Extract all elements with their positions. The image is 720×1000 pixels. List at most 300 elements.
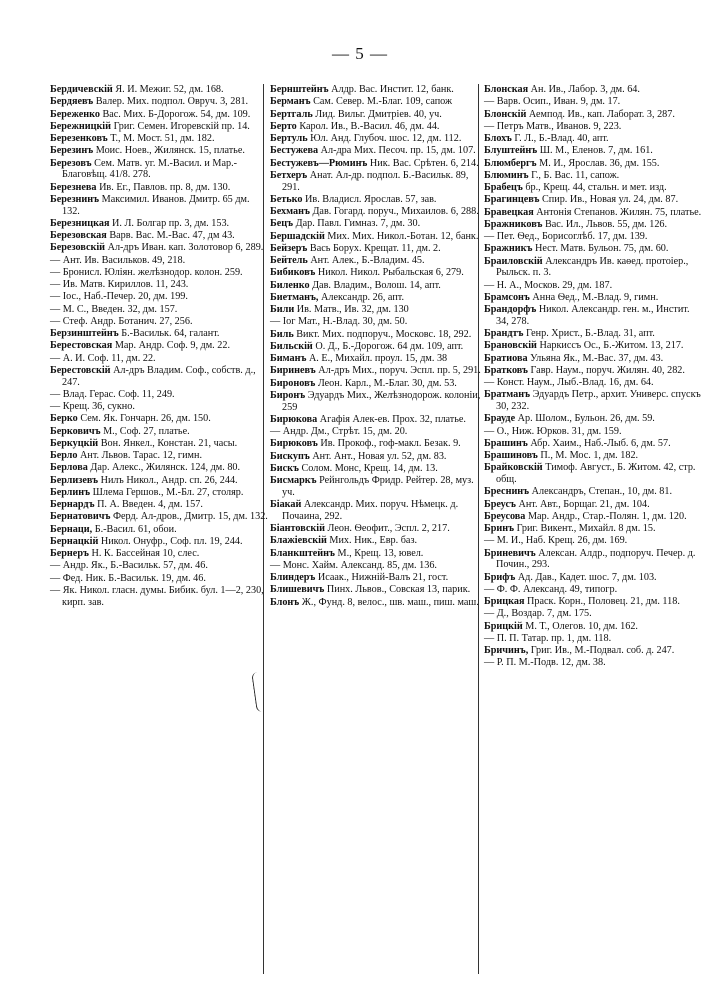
entry-surname: Берковичъ [50,425,101,437]
directory-entry [484,462,702,486]
entry-surname: Брайковскій [484,462,543,474]
directory-entry [270,133,488,145]
entry-surname: Бернеръ [50,548,89,559]
entry-surname: Бестужева [270,145,319,157]
entry-details: — П. П. Татар. пр. 1, дм. 118. [484,632,612,644]
directory-entry [50,450,268,462]
directory-entry [50,365,268,389]
entry-surname: Берлинъ [50,486,91,498]
directory-entry [270,499,488,523]
entry-surname: Бережницкій [50,120,112,132]
directory-entry [484,133,702,145]
directory-entry [270,560,488,572]
entry-details: бр., Крещ. 44, стальн. и мет. изд. [522,182,667,193]
entry-surname: Берзинштейнъ [50,328,119,339]
entry-details: — Іос., Наб.-Печер. 20, дм. 199. [50,291,188,303]
entry-details: Ив. Матв., Ив. 32, дм. 130 [294,304,409,315]
entry-details: Вась Борух. Крещат. 11, дм. 2. [307,242,441,254]
entry-details: Дар. Алекс., Жилянск. 124, дм. 80. [87,462,241,474]
entry-details: — Як. Никол. гласн. думы. Бибик. бул. 1—2, 230, кирп. зав. [50,584,264,608]
entry-surname: Березницкая [50,217,110,229]
entry-surname: Бернштейнъ [270,84,329,95]
entry-details: Б.-Васил. 61, обои. [92,523,177,535]
entry-surname: Бертуль [270,133,308,144]
directory-entry [484,219,702,231]
entry-details: Праск. Корн., Половец. 21, дм. 118. [524,596,680,607]
entry-details: Григ. Викент., Михайл. 8 дм. 15. [514,523,656,534]
directory-entry [50,548,268,560]
entry-details: Григ. Семен. Игоревскій пр. 14. [111,120,250,132]
entry-details: — Крещ. 36, сукно. [50,401,135,412]
entry-surname: Бреснинъ [484,486,530,498]
entry-surname: Бражниковъ [484,218,543,230]
directory-entry [270,451,488,463]
directory-entry [484,84,702,96]
entry-surname: Блонъ [270,596,300,608]
entry-surname: Березенковъ [50,133,108,144]
entry-details: — Н. А., Москов. 29, дм. 187. [484,279,613,291]
directory-entry [50,340,268,352]
entry-details: — М. И., Наб. Крещ. 26, дм. 169. [484,535,628,547]
entry-details: Анат. Ал-др. подпол. Б.-Васильк. 89, 291. [282,169,469,193]
directory-entry [50,304,268,316]
directory-entry [484,194,702,206]
entry-details: Александр. Мих. поруч. Нѣмецк. д. Почаина, 292. [282,499,459,522]
directory-entry [50,291,268,303]
entry-surname: Блишевичъ [270,584,325,596]
directory-entry [270,329,488,341]
entry-details: Наркиссъ Ос., Б.-Житом. 13, 217. [536,340,684,352]
directory-entry [50,109,268,121]
entry-details: Леон. Карл., М.-Благ. 30, дм. 53. [315,377,457,389]
entry-surname: Берлизевъ [50,474,99,486]
directory-entry [270,194,488,206]
directory-entry [50,316,268,328]
entry-details: Никол. Александр. ген. м., Инстит. 34, 278. [496,304,690,327]
directory-entry [270,84,488,96]
directory-entry [484,207,702,219]
directory-entry [484,365,702,377]
entry-surname: Березинъ [50,145,94,157]
directory-entry [50,524,268,536]
entry-details: М., Крещ. 13, ювел. [334,547,424,559]
entry-surname: Бестужевъ—Рюминъ [270,157,368,169]
entry-surname: Блюмбергъ [484,157,537,169]
entry-surname: Бецъ [270,218,294,230]
entry-details: Ш. М., Еленов. 7, дм. 161. [537,145,653,157]
entry-details: Вас. Мих. Б-Дорогож. 54, дм. 109. [99,108,251,120]
directory-entry [50,96,268,108]
directory-entry [484,256,702,280]
entry-details: — Ант. Ив. Васильков. 49, 218. [50,254,186,266]
entry-details: Мар. Андр., Стар.-Полян. 1, дм. 120. [525,510,687,522]
entry-surname: Брашиновъ [484,450,538,461]
entry-surname: Бибиковъ [270,267,316,279]
entry-details: — Р. П. М.-Подв. 12, дм. 38. [484,657,606,669]
directory-entry [484,548,702,572]
entry-details: Ант. Алек., Б.-Владим. 45. [307,255,425,266]
directory-entry [50,487,268,499]
entry-details: Ал-дръ Иван. кап. Золотовор 6, 289. [105,242,264,254]
entry-details: Александръ Ив. каѳед. протоіер., Рыльск. п. 3. [496,255,689,279]
directory-entry [270,426,488,438]
directory-entry [484,657,702,669]
entry-surname: Бринъ [484,523,515,534]
directory-entry [484,121,702,133]
directory-entry [270,145,488,157]
entry-details: — Фед. Ник. Б.-Васильк. 19, дм. 46. [50,572,206,584]
entry-details: — Ф. Ф. Александ. 49, типогр. [484,583,618,595]
directory-entry [270,523,488,535]
entry-surname: Березнева [50,181,97,193]
entry-surname: Бискупъ [270,450,310,462]
entry-surname: Брифъ [484,571,516,583]
entry-surname: Блуштейнъ [484,145,538,157]
directory-entry [484,280,702,292]
directory-entry [484,145,702,157]
entry-surname: Блиндеръ [270,572,316,583]
entry-surname: Блонскій [484,108,527,120]
directory-entry [50,328,268,340]
entry-details: Варв. Вас. М.-Вас. 47, дм 43. [106,230,235,241]
directory-entry [484,450,702,462]
entry-surname: Бриневичъ [484,547,536,559]
entry-surname: Бисмаркъ [270,475,317,486]
entry-details: Алексан. Алдр., подпоруч. Печер. д. Почин., 293. [496,547,696,571]
entry-details: — Іог Мат., Н.-Влад. 30, дм. 50. [270,316,408,328]
entry-surname: Биманъ [270,353,307,364]
directory-entry [50,121,268,133]
directory-entry [50,536,268,548]
entry-surname: Брановскій [484,340,537,352]
entry-details: — Конст. Наум., Лыб.-Влад. 16, дм. 64. [484,377,654,388]
entry-details: Эдуардъ Мих., Желѣзнодорож. колоніи, 259 [282,389,481,413]
directory-entry [484,596,702,608]
entry-surname: Березовъ [50,157,92,169]
directory-entry [270,548,488,560]
directory-entry [484,231,702,243]
directory-entry [50,389,268,401]
directory-entry [484,328,702,340]
entry-details: Ульяна Як., М.-Вас. 37, дм. 43. [527,352,664,364]
entry-surname: Бланкштейнъ [270,547,335,559]
entry-surname: Бражникъ [484,243,533,255]
entry-details: Вон. Янкел., Констан. 21, часы. [98,437,238,449]
directory-entry [50,499,268,511]
entry-details: Ив. Владисл. Ярослав. 57, зав. [302,193,437,205]
entry-details: И. Л. Болгар пр. 3, дм. 153. [109,217,230,229]
directory-entry [270,584,488,596]
entry-details: Абр. Хаим., Наб.-Лыб. 6, дм. 57. [527,437,671,449]
entry-details: Антонія Степанов. Жилян. 75, платье. [533,206,702,218]
entry-details: Анна Ѳед., М.-Влад. 9, гимн. [529,291,659,303]
directory-entry [50,413,268,425]
directory-entry [50,145,268,157]
column-right [484,84,702,670]
directory-entry [270,535,488,547]
directory-entry [270,316,488,328]
directory-entry [50,194,268,218]
entry-surname: Блонская [484,84,529,95]
entry-details: — Варв. Осип., Иван. 9, дм. 17. [484,96,621,108]
directory-entry [50,158,268,182]
entry-surname: Братковъ [484,364,528,376]
entry-details: Гавр. Наум., поруч. Жилян. 40, 282. [528,364,685,376]
entry-surname: Бехманъ [270,206,310,217]
directory-entry [484,389,702,413]
entry-details: Мих. Мих. Никол.-Ботан. 12, банк. [324,230,479,242]
entry-surname: Брицкій [484,620,523,632]
entry-surname: Березнинъ [50,193,100,205]
directory-entry [484,340,702,352]
directory-entry [270,438,488,450]
entry-details: — Пет. Ѳед., Борисоглѣб. 17, дм. 139. [484,231,648,242]
entry-details: Мар. Андр. Соф. 9, дм. 22. [112,340,231,352]
directory-entry [270,231,488,243]
entry-surname: Брагинцевъ [484,194,540,206]
directory-entry [50,133,268,145]
directory-entry [270,475,488,499]
entry-details: Ант. Авт., Борщаг. 21, дм. 104. [515,498,650,510]
directory-entry [50,426,268,438]
entry-surname: Бердичевскій [50,84,113,95]
entry-details: Б.-Васильк. 64, галант. [118,328,220,339]
entry-details: — А. И. Соф. 11, дм. 22. [50,352,156,364]
directory-entry [270,255,488,267]
directory-entry [484,96,702,108]
directory-entry [270,267,488,279]
entry-details: — Ив. Матв. Кириллов. 11, 243. [50,279,189,290]
entry-details: — М. С., Введен. 32, дм. 157. [50,303,178,315]
entry-details: Моис. Ноев., Жилянск. 15, платье. [93,145,245,157]
entry-details: Шлема Гершов., М.-Бл. 27, столяр. [90,486,244,498]
entry-details: Агафія Алек-ев. Прох. 32, платье. [317,413,466,425]
entry-surname: Браиловскій [484,255,543,267]
entry-details: — Влад. Герас. Соф. 11, 249. [50,388,175,400]
entry-surname: Бричинъ, [484,645,529,656]
directory-entry [270,572,488,584]
entry-surname: Братманъ [484,389,531,401]
entry-details: — Стеф. Андр. Ботанич. 27, 256. [50,315,193,327]
entry-details: — Бронисл. Юліян. желѣзнодор. колон. 259. [50,266,243,278]
entry-surname: Блюминъ [484,169,529,181]
directory-entry [270,353,488,365]
directory-entry [484,377,702,389]
entry-details: П. А. Введен. 4, дм. 157. [94,499,203,510]
directory-entry [50,353,268,365]
directory-entry [270,158,488,170]
entry-details: Ив. Ег., Павлов. пр. 8, дм. 130. [96,181,231,193]
directory-entry [270,390,488,414]
entry-details: Ан. Ив., Лабор. 3, дм. 64. [528,84,640,95]
entry-details: Дав. Владим., Волош. 14, апт. [309,279,441,291]
entry-details: Ант. Львов. Тарас. 12, гимн. [77,450,202,461]
entry-details: Никол. Никол. Рыбальская 6, 279. [315,267,464,279]
entry-surname: Бетхеръ [270,169,308,181]
entry-details: Я. И. Межиг. 52, дм. 168. [112,84,224,95]
entry-surname: Берестовскій [50,364,111,376]
directory-entry [484,584,702,596]
directory-entry [270,170,488,194]
entry-surname: Бердяевъ [50,96,94,108]
entry-surname: Бильскій [270,340,313,352]
entry-details: Ж., Фунд. 8, велос., шв. маш., пиш. маш. [299,596,479,608]
directory-entry [484,523,702,535]
directory-entry [270,96,488,108]
entry-details: Ант. Ант., Новая ул. 52, дм. 83. [309,450,447,462]
entry-surname: Брандтъ [484,328,524,339]
entry-details: Александр. 26, апт. [318,291,405,303]
entry-details: Ив. Прокоф., гоф-макл. Безак. 9. [317,438,461,450]
directory-entry [484,182,702,194]
directory-entry [484,413,702,425]
directory-entry [270,341,488,353]
entry-surname: Биетманъ, [270,291,319,303]
entry-surname: Бирюковъ [270,438,318,450]
entry-details: Мих. Ник., Евр. баз. [326,535,418,547]
entry-details: Ал-дра Мих. Песоч. пр. 15, дм. 107. [318,145,476,157]
entry-surname: Бернацкій [50,535,99,547]
entry-details: Дав. Гогард. поруч., Михаилов. 6, 288. [309,206,479,217]
directory-entry [50,585,268,609]
page-number: — 5 — [332,44,388,63]
directory-entry [484,438,702,450]
directory-entry [50,560,268,572]
entry-surname: Брауде [484,413,516,425]
directory-entry [484,158,702,170]
directory-entry [484,499,702,511]
directory-entry [50,401,268,413]
entry-details: Григ. Ив., М.-Подвал. соб. д. 247. [528,645,675,656]
entry-surname: Бироновъ [270,377,316,389]
entry-details: П., М. Мос. 1, дм. 182. [537,450,639,461]
column-middle [270,84,488,609]
entry-details: М. И., Ярослав. 36, дм. 155. [536,157,660,169]
entry-details: Ферд. Ал-дров., Дмитр. 15, дм. 132. [110,511,268,523]
entry-surname: Бернатовичъ [50,511,111,523]
directory-entry [270,597,488,609]
directory-entry [484,426,702,438]
entry-details: Карол. Ив., В.-Васил. 46, дм. 44. [296,120,440,132]
entry-details: Сам. Север. М.-Благ. 109, сапож [310,96,453,108]
directory-entry [484,292,702,304]
directory-entry [270,292,488,304]
entry-details: Нилъ Никол., Андр. сп. 26, 244. [98,474,238,486]
directory-entry [50,475,268,487]
entry-surname: Берманъ [270,96,311,108]
entry-details: Ал-дръ Владим. Соф., собств. д., 247. [62,364,256,388]
directory-entry [484,511,702,523]
directory-entry [484,608,702,620]
entry-surname: Берко [50,413,78,425]
directory-entry [270,304,488,316]
entry-details: Алдр. Вас. Инстит. 12, банк. [328,84,454,95]
entry-details: Юл. Анд. Глубоч. шос. 12, дм. 112. [307,133,462,144]
entry-details: О. Д., Б.-Дорогож. 64 дм. 109, апт. [312,340,464,352]
entry-details: Никол. Онуфр., Соф. пл. 19, 244. [98,535,243,547]
directory-entry [50,279,268,291]
column-left [50,84,268,609]
entry-surname: Берто [270,120,297,132]
directory-entry [50,230,268,242]
entry-surname: Біакай [270,499,302,510]
directory-entry [50,255,268,267]
entry-details: Аемпод. Ив., кап. Лаборат. 3, 287. [526,108,675,120]
directory-entry [484,170,702,182]
directory-entry [50,182,268,194]
entry-details: М., Соф. 27, платье. [100,425,190,437]
entry-details: Александръ, Степан., 10, дм. 81. [529,486,673,498]
entry-details: Сем. Матв. уг. М.-Васил. и Мар.-Благовѣщ. 41/8. 278. [62,157,238,181]
entry-surname: Бертгаль [270,108,313,120]
directory-entry [50,267,268,279]
entry-details: Дар. Павл. Гимназ. 7, дм. 30. [293,218,421,230]
directory-entry [270,206,488,218]
entry-surname: Береженко [50,108,100,120]
entry-surname: Бириневъ [270,365,316,377]
entry-surname: Берестовская [50,340,113,352]
directory-entry [270,109,488,121]
entry-surname: Березовская [50,230,107,241]
entry-details: Г. Л., Б.-Влад. 40, апт. [511,133,609,144]
entry-details: А. Е., Михайл. проул. 15, дм. 38 [306,353,448,364]
entry-surname: Братиова [484,352,528,364]
entry-surname: Блажіевскій [270,535,327,547]
entry-surname: Бетько [270,193,303,205]
directory-entry [270,280,488,292]
entry-details: Солом. Монс, Крещ. 14, дм. 13. [298,462,438,474]
entry-details: Валер. Мих. подпол. Овруч. 3, 281. [93,96,249,108]
entry-surname: Брицкая [484,596,525,607]
directory-entry [50,242,268,254]
directory-entry [50,462,268,474]
directory-entry [484,633,702,645]
directory-entry [50,438,268,450]
entry-details: Генр. Христ., Б.-Влад. 31, апт. [523,328,655,339]
directory-entry [484,486,702,498]
directory-entry [484,304,702,328]
directory-entry [270,218,488,230]
entry-surname: Бернардъ [50,499,95,510]
entry-surname: Брамсонъ [484,291,530,303]
directory-entry [484,621,702,633]
entry-details: Г., Б. Вас. 11, сапож. [528,169,620,181]
entry-surname: Блохъ [484,133,512,144]
directory-entry [50,218,268,230]
entry-details: Исаак., Нижній-Валъ 21, гост. [315,572,449,583]
directory-entry [484,109,702,121]
directory-entry [270,121,488,133]
directory-entry [270,414,488,426]
entry-details: — О., Ниж. Юрков. 31, дм. 159. [484,425,622,437]
entry-details: Ад. Дав., Кадет. шос. 7, дм. 103. [515,571,657,583]
entry-surname: Бреусова [484,510,526,522]
entry-surname: Біантовскій [270,523,325,534]
entry-surname: Бреусъ [484,498,516,510]
entry-surname: Били [270,304,295,315]
entry-details: — Андр. Дм., Стрѣт. 15, дм. 20. [270,426,408,437]
entry-details: М. Т., Олегов. 10, дм. 162. [522,620,638,632]
entry-details: Сем. Як. Гончарн. 26, дм. 150. [77,413,211,425]
entry-details: Ник. Вас. Срѣтен. 6, 214. [367,157,479,169]
entry-surname: Бейзеръ [270,242,308,254]
entry-details: Лид. Вильг. Дмитріев. 40, уч. [312,108,442,120]
directory-entry [484,572,702,584]
entry-surname: Берло [50,450,78,461]
entry-surname: Биленко [270,279,310,291]
entry-surname: Березовскій [50,242,106,254]
directory-entry [484,535,702,547]
